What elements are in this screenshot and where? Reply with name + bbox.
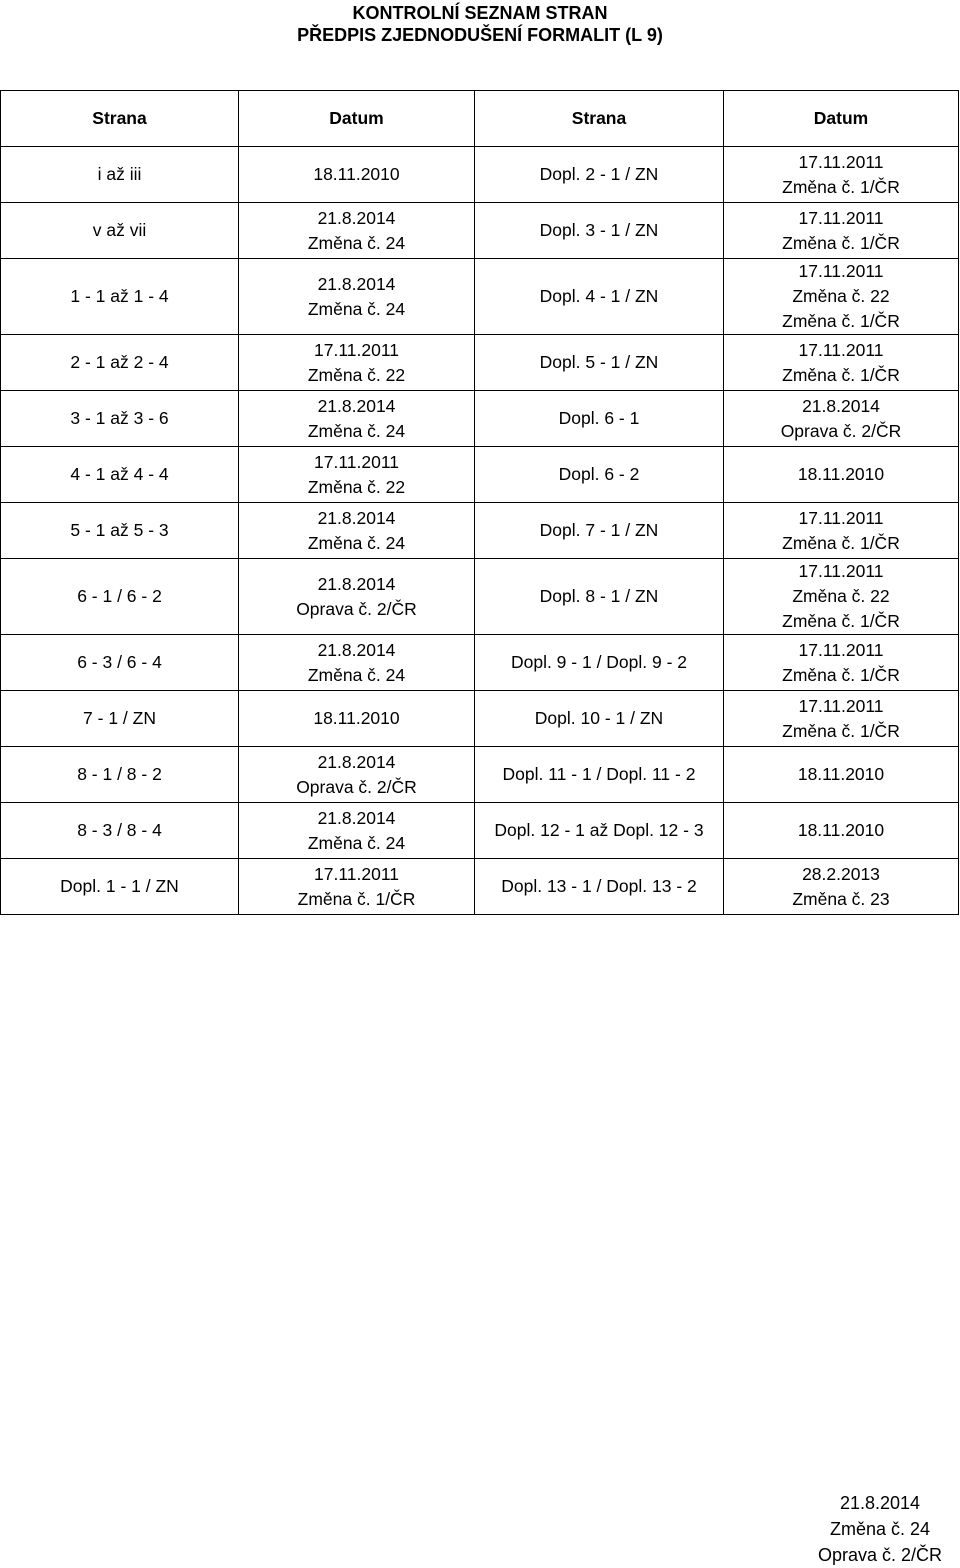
left-strana-cell: 6 - 3 / 6 - 4: [1, 635, 239, 691]
right-strana-cell: Dopl. 11 - 1 / Dopl. 11 - 2: [475, 747, 724, 803]
right-strana-cell: Dopl. 3 - 1 / ZN: [475, 203, 724, 259]
right-strana-cell: Dopl. 6 - 1: [475, 391, 724, 447]
right-datum-line: Změna č. 22: [792, 286, 890, 306]
right-datum-cell: [724, 147, 959, 203]
right-datum-cell: [724, 203, 959, 259]
left-datum-cell: [239, 259, 475, 335]
left-datum-line: 21.8.2014: [317, 807, 396, 828]
left-strana-cell: 8 - 1 / 8 - 2: [1, 747, 239, 803]
left-strana-cell: 5 - 1 až 5 - 3: [1, 503, 239, 559]
left-datum-line: Změna č. 24: [307, 664, 406, 685]
header-strana-left: Strana: [1, 91, 239, 147]
right-datum-line: 17.11.2011: [798, 339, 884, 360]
right-datum-line: 17.11.2011: [798, 261, 884, 281]
right-strana-cell: Dopl. 10 - 1 / ZN: [475, 691, 724, 747]
table-row: [1, 391, 959, 447]
left-datum-line: 18.11.2010: [313, 164, 400, 184]
left-datum-line: Oprava č. 2/ČR: [296, 598, 417, 619]
right-datum-line: 17.11.2011: [798, 695, 884, 716]
left-datum-line: Změna č. 24: [307, 232, 406, 253]
right-datum-cell: [724, 335, 959, 391]
table-row: [1, 635, 959, 691]
right-strana-cell: Dopl. 7 - 1 / ZN: [475, 503, 724, 559]
right-datum-line: Změna č. 23: [792, 888, 890, 909]
table-row: [1, 447, 959, 503]
left-datum-line: Změna č. 24: [307, 832, 406, 853]
left-datum-line: 17.11.2011: [314, 863, 399, 884]
right-datum-cell: [724, 859, 959, 915]
left-strana-cell: 1 - 1 až 1 - 4: [1, 259, 239, 335]
left-datum-cell: [239, 803, 475, 859]
table-row: [1, 859, 959, 915]
right-datum-line: 18.11.2010: [797, 764, 885, 784]
table-row: [1, 147, 959, 203]
left-datum-cell: [239, 335, 475, 391]
left-datum-cell: [239, 691, 475, 747]
right-datum-line: Změna č. 1/ČR: [782, 176, 900, 197]
left-strana-cell: Dopl. 1 - 1 / ZN: [1, 859, 239, 915]
right-datum-line: 17.11.2011: [798, 639, 884, 660]
footer-zmena: Změna č. 24: [829, 1519, 930, 1539]
right-datum-line: 17.11.2011: [798, 561, 884, 581]
left-strana-cell: 4 - 1 až 4 - 4: [1, 447, 239, 503]
right-datum-line: Změna č. 1/ČR: [782, 664, 900, 685]
table-row: [1, 691, 959, 747]
left-datum-line: 21.8.2014: [317, 273, 396, 294]
left-datum-cell: [239, 391, 475, 447]
right-datum-cell: [724, 447, 959, 503]
right-strana-cell: Dopl. 13 - 1 / Dopl. 13 - 2: [475, 859, 724, 915]
page-checklist-table: [0, 90, 959, 915]
right-datum-cell: [724, 691, 959, 747]
left-strana-cell: 2 - 1 až 2 - 4: [1, 335, 239, 391]
left-strana-cell: v až vii: [1, 203, 239, 259]
footer-oprava: Oprava č. 2/ČR: [817, 1545, 942, 1565]
left-datum-line: Oprava č. 2/ČR: [296, 776, 417, 797]
table-row: [1, 559, 959, 635]
right-datum-line: 18.11.2010: [797, 820, 885, 840]
left-datum-line: Změna č. 24: [307, 532, 406, 553]
right-datum-line: 17.11.2011: [798, 507, 884, 528]
footer-date: 21.8.2014: [839, 1493, 921, 1513]
right-strana-cell: Dopl. 8 - 1 / ZN: [475, 559, 724, 635]
left-strana-cell: i až iii: [1, 147, 239, 203]
right-datum-cell: [724, 259, 959, 335]
left-datum-line: Změna č. 22: [307, 476, 406, 497]
table-row: [1, 259, 959, 335]
table-row: [1, 203, 959, 259]
table-row: [1, 803, 959, 859]
left-strana-cell: 6 - 1 / 6 - 2: [1, 559, 239, 635]
left-strana-cell: 7 - 1 / ZN: [1, 691, 239, 747]
table-header-row: [1, 91, 959, 147]
right-strana-cell: Dopl. 6 - 2: [475, 447, 724, 503]
left-datum-line: 21.8.2014: [317, 639, 396, 660]
right-strana-cell: Dopl. 5 - 1 / ZN: [475, 335, 724, 391]
left-datum-cell: [239, 747, 475, 803]
right-datum-cell: [724, 635, 959, 691]
right-strana-cell: Dopl. 2 - 1 / ZN: [475, 147, 724, 203]
left-datum-cell: [239, 559, 475, 635]
right-datum-line: Změna č. 1/ČR: [782, 311, 900, 331]
right-datum-line: 17.11.2011: [798, 207, 884, 228]
left-datum-cell: [239, 635, 475, 691]
left-datum-line: 21.8.2014: [317, 395, 396, 416]
left-datum-line: 17.11.2011: [314, 451, 399, 472]
left-datum-line: 18.11.2010: [313, 708, 400, 728]
right-datum-line: Změna č. 22: [792, 586, 890, 606]
right-datum-line: 21.8.2014: [802, 395, 880, 416]
right-datum-cell: [724, 559, 959, 635]
title-line-2: PŘEDPIS ZJEDNODUŠENÍ FORMALIT (L 9): [297, 25, 663, 45]
right-strana-cell: Dopl. 12 - 1 až Dopl. 12 - 3: [475, 803, 724, 859]
left-datum-cell: [239, 203, 475, 259]
left-strana-cell: 8 - 3 / 8 - 4: [1, 803, 239, 859]
right-datum-cell: [724, 747, 959, 803]
left-strana-cell: 3 - 1 až 3 - 6: [1, 391, 239, 447]
right-datum-line: Změna č. 1/ČR: [782, 232, 900, 253]
right-datum-line: Změna č. 1/ČR: [782, 611, 900, 631]
left-datum-line: 21.8.2014: [317, 507, 396, 528]
right-datum-line: Změna č. 1/ČR: [782, 364, 900, 385]
left-datum-cell: [239, 859, 475, 915]
document-title: [0, 2, 960, 46]
left-datum-line: Změna č. 24: [307, 420, 406, 441]
header-strana-right: Strana: [475, 91, 724, 147]
right-datum-line: 28.2.2013: [802, 863, 880, 884]
right-datum-line: 17.11.2011: [798, 151, 884, 172]
right-datum-line: 18.11.2010: [797, 464, 885, 484]
right-strana-cell: Dopl. 4 - 1 / ZN: [475, 259, 724, 335]
right-strana-cell: Dopl. 9 - 1 / Dopl. 9 - 2: [475, 635, 724, 691]
right-datum-cell: [724, 391, 959, 447]
header-datum-right: Datum: [724, 91, 959, 147]
left-datum-line: 21.8.2014: [317, 573, 396, 594]
left-datum-cell: [239, 447, 475, 503]
title-line-1: KONTROLNÍ SEZNAM STRAN: [352, 3, 608, 23]
table-row: [1, 747, 959, 803]
right-datum-cell: [724, 803, 959, 859]
table-row: [1, 335, 959, 391]
header-datum-left: Datum: [239, 91, 475, 147]
right-datum-line: Oprava č. 2/ČR: [780, 420, 902, 441]
left-datum-line: 17.11.2011: [314, 339, 399, 360]
left-datum-line: 21.8.2014: [317, 207, 396, 228]
left-datum-cell: [239, 147, 475, 203]
table-row: [1, 503, 959, 559]
left-datum-line: 21.8.2014: [317, 751, 396, 772]
footer-stamp: [818, 1490, 942, 1568]
left-datum-cell: [239, 503, 475, 559]
left-datum-line: Změna č. 1/ČR: [297, 888, 416, 909]
left-datum-line: Změna č. 22: [307, 364, 406, 385]
right-datum-line: Změna č. 1/ČR: [782, 720, 900, 741]
right-datum-line: Změna č. 1/ČR: [782, 532, 900, 553]
right-datum-cell: [724, 503, 959, 559]
left-datum-line: Změna č. 24: [307, 298, 406, 319]
